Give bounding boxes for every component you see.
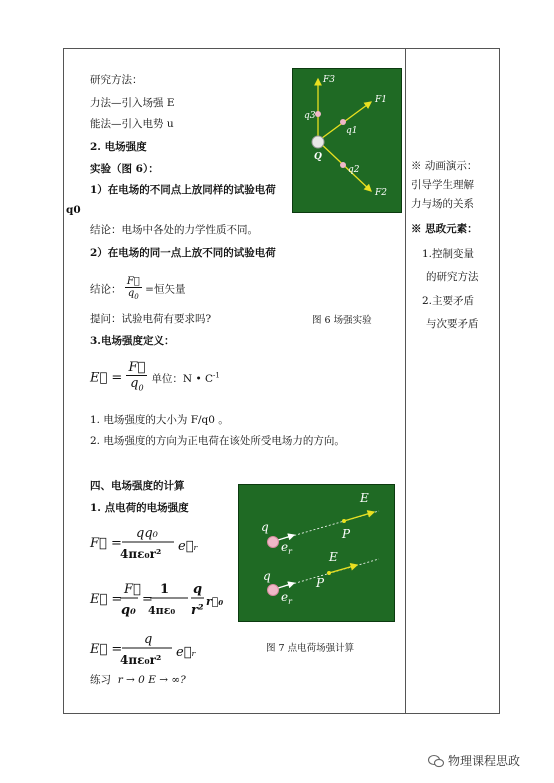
watermark [428,752,520,769]
note-2: 2. 电场强度的方向为正电荷在该处所受电场力的方向。 [90,435,345,447]
fig7-caption: 图 7 点电荷场强计算 [266,643,355,654]
figure-7 [238,484,395,622]
watermark-text: 物理课程思政 [448,754,521,768]
formula-3-num: q [144,632,153,647]
charge-q2 [340,162,346,168]
label-er-2: $e_r$ [281,590,292,606]
side-line-5: 1.控制变量 [422,248,475,260]
subsection-1: 1. 点电荷的电场强度 [90,502,189,514]
figure-6 [292,68,402,213]
method-energy: 能法—引入电势 u [90,118,174,130]
step-1: 1）在电场的不同点上放同样的试验电荷 [90,184,276,196]
label-q2: q2 [348,165,360,175]
note-1: 1. 电场强度的大小为 F/q0 。 [90,414,229,426]
section-4: 四、电场强度的计算 [90,480,185,492]
definition-formula: E⃗ = $\frac{F⃗}{q_0}$ 单位：N • $C^{-1}$ [90,360,220,396]
label-e-1: E [360,491,369,505]
practice [90,673,186,687]
formula-3-den: 4πε₀r² [120,653,162,667]
charge-q1 [340,119,346,125]
charge-Q [312,136,324,148]
fig6-caption: 图 6 场强实验 [312,315,372,326]
conclusion-2 [90,276,185,303]
side-line-2: 引导学生理解 [411,179,474,191]
charge-2 [268,585,279,596]
formula-2-eq: = [142,592,153,607]
label-p-1: P [342,527,351,541]
formula-1-er: e⃗ᵣ [178,539,199,554]
formula-1-lhs: F⃗ = [90,536,122,551]
method-force: 力法—引入场强 E [90,97,175,109]
charge-q3 [315,111,321,117]
label-f2: F2 [375,188,387,198]
figure-7-drawing [239,485,394,621]
side-line-1: ※ 动画演示： [411,160,478,172]
label-q3: q3 [304,111,316,121]
point-charge-formulas [88,523,224,673]
e-arrow-1 [344,512,374,521]
conclusion-1: 结论：电场中各处的力学性质不同。 [90,224,258,236]
label-f3: F3 [323,75,335,85]
section-heading: 2. 电场强度 [90,141,147,153]
formula-2-den-a: q₀ [121,603,136,618]
side-line-8: 与次要矛盾 [426,318,479,330]
figure-6-drawing [293,69,401,212]
step-2: 2）在电场的同一点上放不同的试验电荷 [90,247,276,259]
practice-label: 练习 [90,674,111,686]
formula-2-den-c: r² [191,603,204,618]
formula-3-lhs: E⃗ = [90,642,123,657]
side-line-6: 的研究方法 [426,271,479,283]
formula-1-num: qq₀ [136,526,158,541]
practice-math: r → 0 E → ∞? [117,674,186,686]
charge-1 [268,537,279,548]
label-f1: F1 [375,95,387,105]
point-p-2 [327,571,331,575]
formula-2-r0: r⃗₀ [206,595,224,608]
formula-2-num-c: q [193,582,203,597]
formula-2-num-b: 1 [160,582,170,597]
q0-line: q0 [66,204,81,216]
definition-title: 3.电场强度定义： [90,335,175,347]
unit: 单位：N • $C^{-1}$ [151,371,220,386]
label-q-1: q [261,520,269,534]
conclusion-2-label: 结论： [90,283,122,296]
label-q-2: q [263,569,271,583]
point-p-1 [342,519,346,523]
wechat-icon [428,754,444,768]
side-line-4: ※ 思政元素： [411,223,478,235]
side-line-7: 2.主要矛盾 [422,295,475,307]
experiment-label: 实验（图 6）： [90,163,159,175]
formula-2-num-a: F⃗ [124,582,141,597]
label-p-2: P [316,576,325,590]
column-divider [405,48,406,714]
label-Q: Q [314,152,322,162]
formula-2-den-b: 4πε₀ [148,604,176,617]
conclusion-2-text: =恒矢量 [145,283,186,296]
formula-1-den: 4πε₀r² [120,547,162,561]
question: 提问：试验电荷有要求吗? [90,313,212,325]
f-over-q0-definition: $\frac{F⃗}{q_0}$ [128,360,146,393]
label-er-1: $e_r$ [281,540,292,556]
formula-2-lhs: E⃗ = [90,592,123,607]
formula-3-er: e⃗ᵣ [176,645,197,660]
e-arrow-2 [329,565,357,573]
f-over-q0: $\frac{F⃗}{q_0}$ [126,276,140,301]
side-line-3: 力与场的关系 [411,198,474,210]
label-q1: q1 [346,126,358,136]
label-e-2: E [329,550,338,564]
method-title: 研究方法： [90,74,143,86]
